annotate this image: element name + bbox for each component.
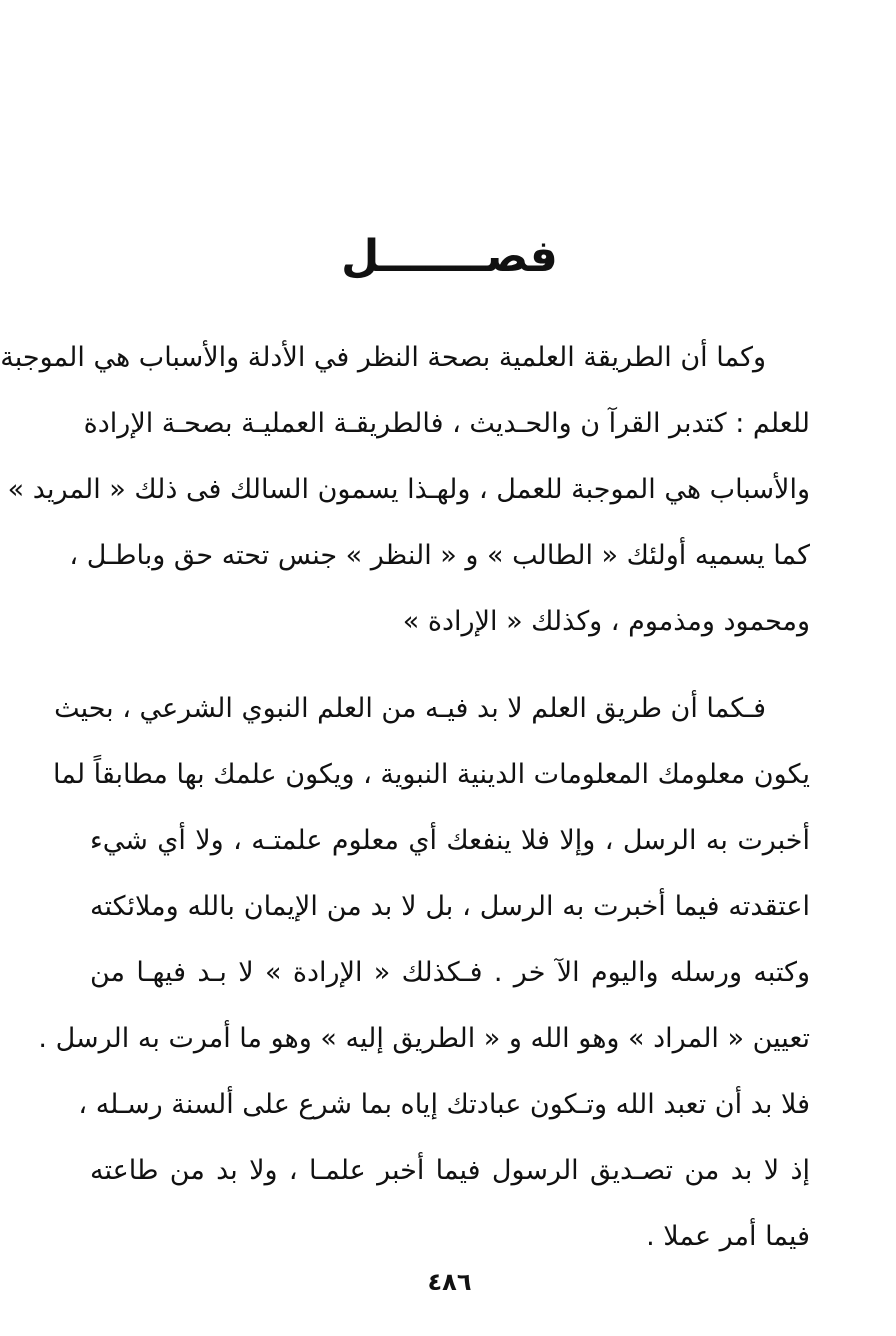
paragraph-line: وكتبه ورسله واليوم الآ خر . فـكذلك « الإرادة » لا بـد فيهـا من bbox=[90, 957, 810, 988]
section-title: فصـــــــل bbox=[341, 231, 558, 282]
paragraph-line: تعيين « المراد » وهو الله و « الطريق إليه » وهو ما أمرت به الرسل . bbox=[38, 1023, 810, 1054]
page-number: ٤٨٦ bbox=[427, 1268, 472, 1296]
paragraph-line: فيما أمر عملا . bbox=[646, 1221, 810, 1252]
paragraph-line: للعلم : كتدبر القرآ ن والحـديث ، فالطريقـة العمليـة بصحـة الإرادة bbox=[83, 408, 810, 439]
paragraph-line: ومحمود ومذموم ، وكذلك « الإرادة » bbox=[402, 606, 810, 637]
paragraph-line: أخبرت به الرسل ، وإلا فلا ينفعك أي معلوم علمتـه ، ولا أي شيء bbox=[90, 825, 810, 856]
paragraph-line: فلا بد أن تعبد الله وتـكون عبادتك إياه بما شرع على ألسنة رسـله ، bbox=[78, 1089, 810, 1120]
paragraph-line: اعتقدته فيما أخبرت به الرسل ، بل لا بد من الإيمان بالله وملائكته bbox=[90, 891, 810, 922]
paragraph-2 bbox=[38, 676, 810, 1270]
paragraph-line: فـكما أن طريق العلم لا بد فيـه من العلم النبوي الشرعي ، بحيث bbox=[54, 693, 766, 724]
paragraph-line: إذ لا بد من تصـديق الرسول فيما أخبر علمـا ، ولا بد من طاعته bbox=[90, 1155, 810, 1186]
paragraph-line: يكون معلومك المعلومات الدينية النبوية ، ويكون علمك بها مطابقاً لما bbox=[53, 759, 810, 790]
paragraph-1 bbox=[0, 325, 810, 655]
paragraph-line: وكما أن الطريقة العلمية بصحة النظر في الأدلة والأسباب هي الموجبة bbox=[0, 342, 766, 373]
paragraph-line: والأسباب هي الموجبة للعمل ، ولهـذا يسمون السالك فى ذلك « المريد » bbox=[7, 474, 810, 505]
paragraph-line: كما يسميه أولئك « الطالب » و « النظر » جنس تحته حق وباطـل ، bbox=[69, 540, 810, 571]
